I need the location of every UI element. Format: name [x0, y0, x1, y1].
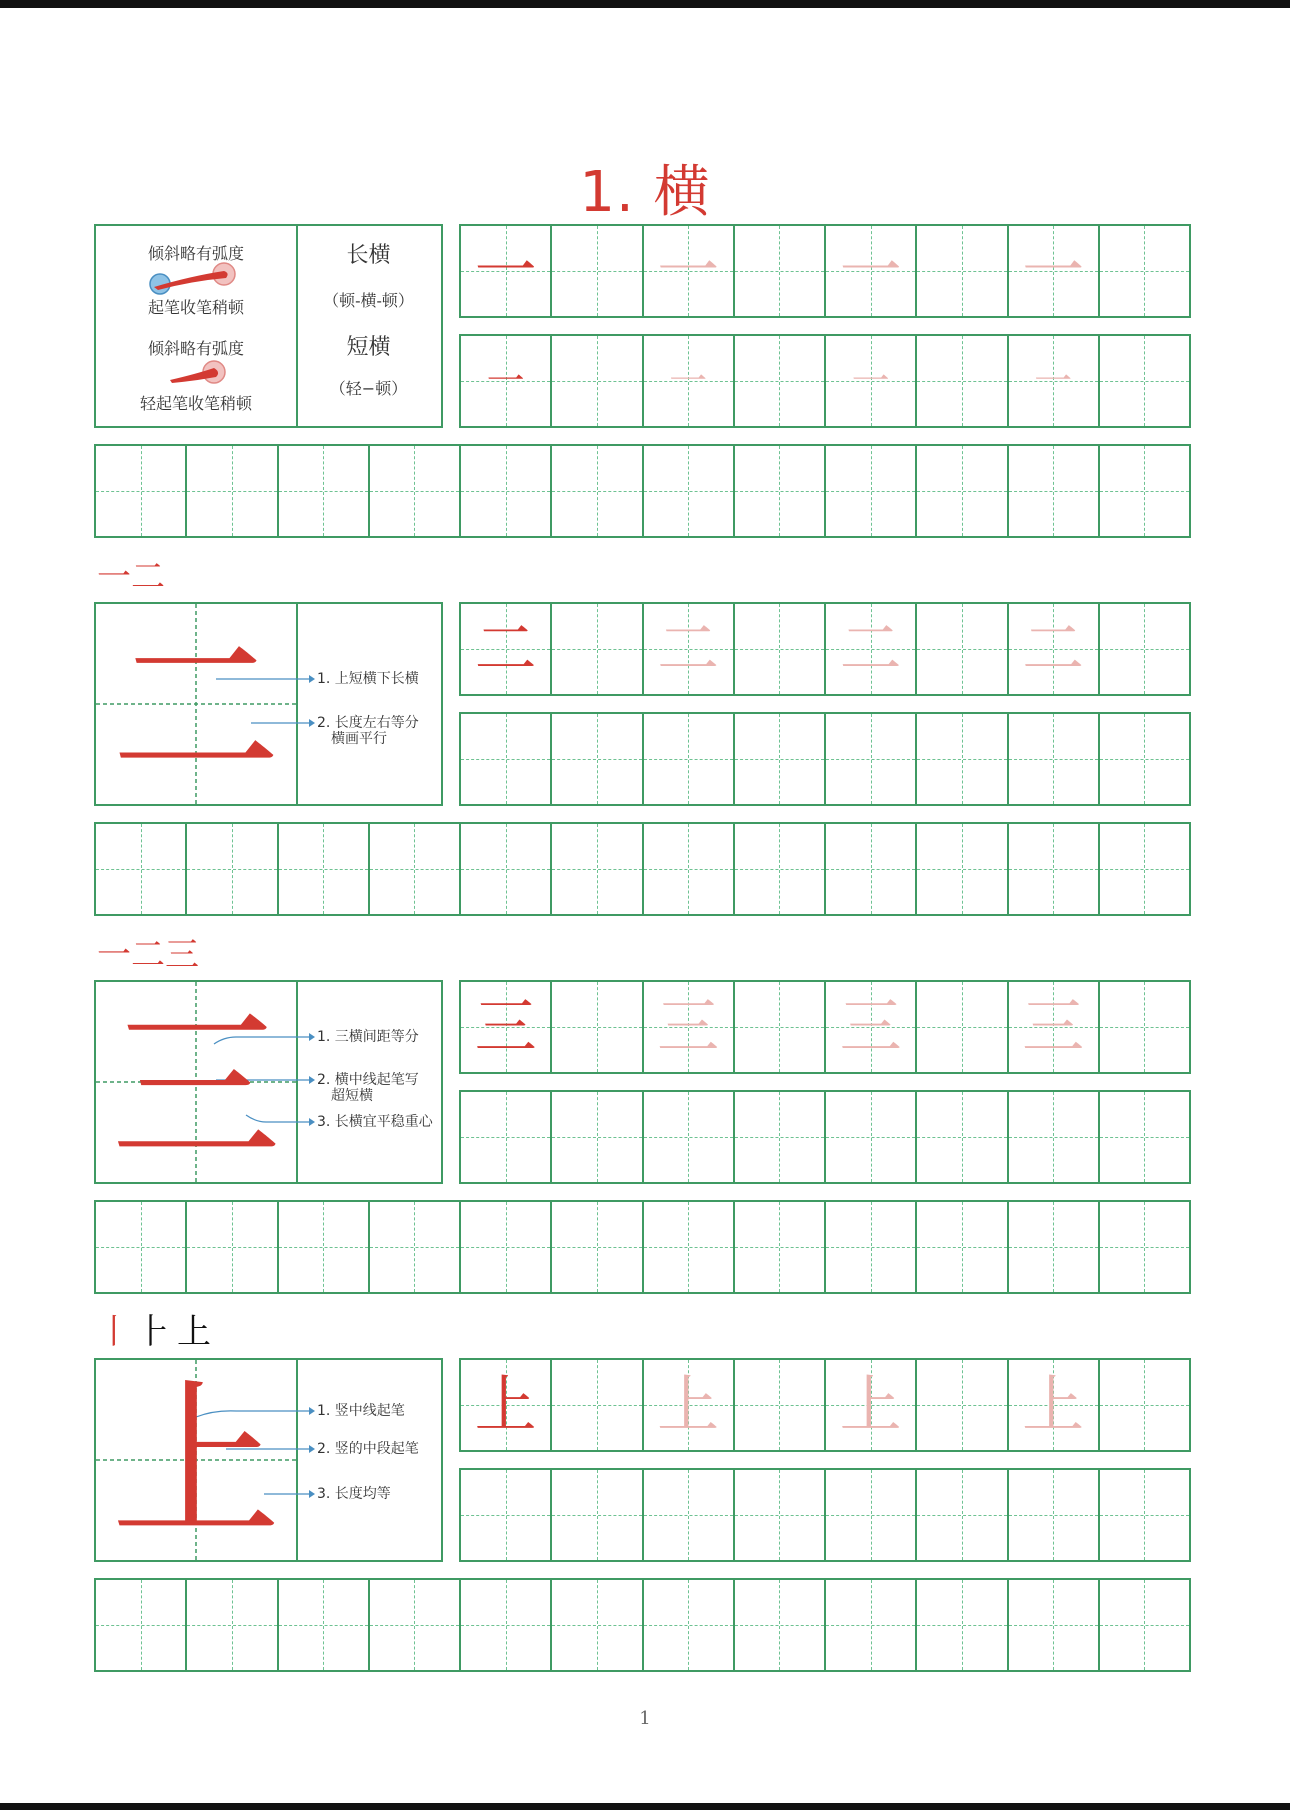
practice-cell[interactable] [1009, 1202, 1100, 1292]
practice-cell[interactable] [96, 1202, 187, 1292]
practice-cell[interactable] [96, 446, 187, 536]
practice-cell[interactable] [644, 226, 735, 316]
practice-cell[interactable] [1100, 604, 1189, 694]
practice-cell[interactable] [644, 714, 735, 804]
analysis-note: 1. 竖中线起笔 [317, 1403, 405, 1419]
analysis-note: 2. 横中线起笔写 [317, 1072, 419, 1088]
practice-cell[interactable] [370, 1202, 461, 1292]
practice-cell[interactable] [1100, 1360, 1189, 1450]
trace-glyph: 二 [839, 612, 902, 685]
blank-practice-row [459, 712, 1191, 806]
intro-panel [94, 224, 443, 428]
practice-cell[interactable] [552, 824, 643, 914]
practice-cell[interactable] [461, 982, 552, 1072]
long-stroke-desc-top: 倾斜略有弧度 [147, 244, 244, 263]
practice-cell[interactable] [1100, 1580, 1189, 1670]
practice-cell[interactable] [1100, 446, 1189, 536]
practice-cell[interactable] [1100, 714, 1189, 804]
practice-cell[interactable] [826, 1470, 917, 1560]
trace-glyph: 一 [839, 234, 902, 307]
practice-cell[interactable] [1100, 1202, 1189, 1292]
practice-cell[interactable] [644, 1202, 735, 1292]
practice-cell[interactable] [735, 1202, 826, 1292]
blank-practice-row [459, 1090, 1191, 1184]
long-stroke-name: 长横 [346, 243, 391, 268]
practice-cell[interactable] [552, 1470, 643, 1560]
practice-cell[interactable] [917, 446, 1008, 536]
practice-cell[interactable] [644, 1470, 735, 1560]
stroke-order-sequence [97, 935, 199, 975]
practice-cell[interactable] [735, 336, 826, 426]
practice-cell[interactable] [644, 1580, 735, 1670]
analysis-note: 3. 长度均等 [317, 1486, 391, 1502]
practice-cell[interactable] [187, 1202, 278, 1292]
practice-cell[interactable] [735, 1092, 826, 1182]
trace-glyph: 三 [657, 990, 720, 1063]
trace-glyph: 三 [1022, 990, 1085, 1063]
practice-cell[interactable] [552, 982, 643, 1072]
analysis-character: 三 [110, 990, 281, 1188]
blank-practice-row [94, 444, 1191, 538]
practice-cell[interactable] [461, 1360, 552, 1450]
trace-glyph: 三 [839, 990, 902, 1063]
practice-cell[interactable] [279, 1580, 370, 1670]
blank-practice-row [94, 1578, 1191, 1672]
practice-cell[interactable] [735, 1360, 826, 1450]
model-glyph: 三 [474, 990, 537, 1063]
practice-cell[interactable] [917, 336, 1008, 426]
analysis-divider [296, 604, 298, 804]
practice-cell[interactable] [826, 824, 917, 914]
practice-cell[interactable] [461, 1092, 552, 1182]
model-glyph: 上 [474, 1368, 537, 1441]
practice-cell[interactable] [461, 336, 552, 426]
practice-cell[interactable] [826, 982, 917, 1072]
practice-cell[interactable] [1009, 824, 1100, 914]
practice-cell[interactable] [461, 824, 552, 914]
character-analysis-panel [94, 980, 443, 1188]
stroke-order-step: 一 [97, 935, 131, 975]
model-glyph: 二 [474, 612, 537, 685]
long-stroke-method: （顿-横-顿） [323, 291, 414, 310]
short-stroke-method: （轻−顿） [329, 379, 408, 398]
page-title: 1. 横 [579, 160, 711, 225]
stroke-order-step: 二 [131, 557, 165, 597]
analysis-character: 上 [110, 1364, 281, 1562]
analysis-note: 3. 长横宜平稳重心 [317, 1114, 433, 1130]
top-edge-bar [0, 0, 1290, 8]
practice-cell[interactable] [735, 714, 826, 804]
practice-cell[interactable] [461, 604, 552, 694]
practice-cell[interactable] [644, 982, 735, 1072]
practice-cell[interactable] [917, 1580, 1008, 1670]
analysis-note: 横画平行 [331, 731, 387, 747]
practice-cell[interactable] [279, 824, 370, 914]
practice-cell[interactable] [735, 1580, 826, 1670]
trace-glyph: 上 [1022, 1368, 1085, 1441]
practice-cell[interactable] [552, 446, 643, 536]
short-stroke-name: 短横 [346, 335, 391, 360]
practice-cell[interactable] [461, 714, 552, 804]
long-stroke-desc-bottom: 起笔收笔稍顿 [147, 298, 244, 317]
practice-cell[interactable] [1100, 226, 1189, 316]
practice-cell[interactable] [735, 446, 826, 536]
practice-cell[interactable] [917, 1470, 1008, 1560]
practice-cell[interactable] [461, 1580, 552, 1670]
practice-cell[interactable] [370, 824, 461, 914]
practice-cell[interactable] [1009, 714, 1100, 804]
practice-cell[interactable] [644, 824, 735, 914]
practice-cell[interactable] [826, 1092, 917, 1182]
practice-cell[interactable] [826, 1202, 917, 1292]
practice-cell[interactable] [1009, 226, 1100, 316]
practice-cell[interactable] [187, 446, 278, 536]
trace-glyph: 一 [669, 359, 708, 403]
practice-cell[interactable] [370, 1580, 461, 1670]
practice-cell[interactable] [96, 824, 187, 914]
analysis-note: 2. 长度左右等分 [317, 715, 419, 731]
stroke-order-step: ⺊ [137, 1312, 171, 1352]
character-analysis-panel [94, 1358, 443, 1562]
short-stroke-desc-bottom: 轻起笔收笔稍顿 [139, 394, 252, 413]
practice-cell[interactable] [187, 824, 278, 914]
blank-practice-row [94, 1200, 1191, 1294]
practice-cell[interactable] [826, 446, 917, 536]
practice-cell[interactable] [735, 1470, 826, 1560]
practice-cell[interactable] [1100, 982, 1189, 1072]
practice-cell[interactable] [917, 714, 1008, 804]
practice-cell[interactable] [644, 446, 735, 536]
practice-cell[interactable] [1009, 1360, 1100, 1450]
blank-practice-row [459, 1468, 1191, 1562]
trace-glyph: 一 [1034, 359, 1073, 403]
stroke-order-step: 丨 [97, 1312, 131, 1352]
practice-cell[interactable] [1100, 824, 1189, 914]
practice-cell[interactable] [461, 1470, 552, 1560]
short-stroke-practice-row [459, 334, 1191, 428]
blank-practice-row [94, 822, 1191, 916]
practice-cell[interactable] [552, 1360, 643, 1450]
trace-glyph: 上 [657, 1368, 720, 1441]
practice-cell[interactable] [1100, 1092, 1189, 1182]
practice-cell[interactable] [917, 226, 1008, 316]
practice-cell[interactable] [1009, 336, 1100, 426]
practice-cell[interactable] [461, 446, 552, 536]
practice-cell[interactable] [917, 982, 1008, 1072]
practice-cell[interactable] [917, 604, 1008, 694]
trace-glyph: 一 [1022, 234, 1085, 307]
practice-cell[interactable] [461, 1202, 552, 1292]
practice-cell[interactable] [552, 226, 643, 316]
stroke-order-step: 上 [177, 1312, 211, 1352]
character-analysis-panel [94, 602, 443, 810]
practice-cell[interactable] [735, 604, 826, 694]
trace-glyph: 一 [851, 359, 890, 403]
practice-cell[interactable] [826, 336, 917, 426]
practice-cell[interactable] [187, 1580, 278, 1670]
practice-cell[interactable] [917, 1092, 1008, 1182]
page-number: 1 [639, 1708, 651, 1729]
practice-cell[interactable] [461, 226, 552, 316]
trace-glyph: 二 [1022, 612, 1085, 685]
practice-cell[interactable] [644, 1360, 735, 1450]
model-glyph: 一 [474, 234, 537, 307]
practice-cell[interactable] [279, 446, 370, 536]
practice-cell[interactable] [826, 604, 917, 694]
practice-cell[interactable] [826, 1360, 917, 1450]
practice-cell[interactable] [552, 336, 643, 426]
long-stroke-practice-row [459, 224, 1191, 318]
stroke-order-step: 二 [131, 935, 165, 975]
practice-cell[interactable] [1100, 336, 1189, 426]
practice-cell[interactable] [917, 1360, 1008, 1450]
practice-cell[interactable] [279, 1202, 370, 1292]
practice-cell[interactable] [1009, 1580, 1100, 1670]
practice-cell[interactable] [644, 1092, 735, 1182]
practice-cell[interactable] [1100, 1470, 1189, 1560]
practice-cell[interactable] [552, 1202, 643, 1292]
stroke-order-step: 一 [97, 557, 131, 597]
analysis-note: 超短横 [331, 1088, 373, 1104]
practice-cell[interactable] [826, 714, 917, 804]
character-practice-row [459, 1358, 1191, 1452]
practice-cell[interactable] [1009, 1470, 1100, 1560]
practice-cell[interactable] [96, 1580, 187, 1670]
analysis-divider [296, 982, 298, 1182]
character-practice-row [459, 980, 1191, 1074]
practice-cell[interactable] [917, 1202, 1008, 1292]
practice-cell[interactable] [552, 1092, 643, 1182]
analysis-note: 1. 三横间距等分 [317, 1029, 419, 1045]
trace-glyph: 一 [657, 234, 720, 307]
practice-cell[interactable] [1009, 982, 1100, 1072]
analysis-character: 二 [110, 612, 281, 810]
practice-cell[interactable] [644, 336, 735, 426]
practice-cell[interactable] [735, 226, 826, 316]
stroke-order-step: 三 [165, 935, 199, 975]
practice-cell[interactable] [735, 824, 826, 914]
character-practice-row [459, 602, 1191, 696]
practice-cell[interactable] [1009, 446, 1100, 536]
practice-cell[interactable] [826, 1580, 917, 1670]
model-glyph: 一 [486, 359, 525, 403]
practice-cell[interactable] [552, 604, 643, 694]
trace-glyph: 二 [657, 612, 720, 685]
practice-cell[interactable] [552, 1580, 643, 1670]
practice-cell[interactable] [1009, 604, 1100, 694]
analysis-note: 2. 竖的中段起笔 [317, 1441, 419, 1457]
practice-cell[interactable] [735, 982, 826, 1072]
practice-cell[interactable] [370, 446, 461, 536]
trace-glyph: 上 [839, 1368, 902, 1441]
practice-cell[interactable] [826, 226, 917, 316]
practice-cell[interactable] [917, 824, 1008, 914]
short-stroke-desc-top: 倾斜略有弧度 [147, 339, 244, 358]
practice-cell[interactable] [644, 604, 735, 694]
stroke-order-sequence [97, 557, 165, 597]
bottom-edge-bar [0, 1803, 1290, 1810]
analysis-divider [296, 1360, 298, 1560]
practice-cell[interactable] [552, 714, 643, 804]
analysis-note: 1. 上短横下长横 [317, 671, 419, 687]
practice-cell[interactable] [1009, 1092, 1100, 1182]
stroke-order-sequence [97, 1312, 211, 1352]
